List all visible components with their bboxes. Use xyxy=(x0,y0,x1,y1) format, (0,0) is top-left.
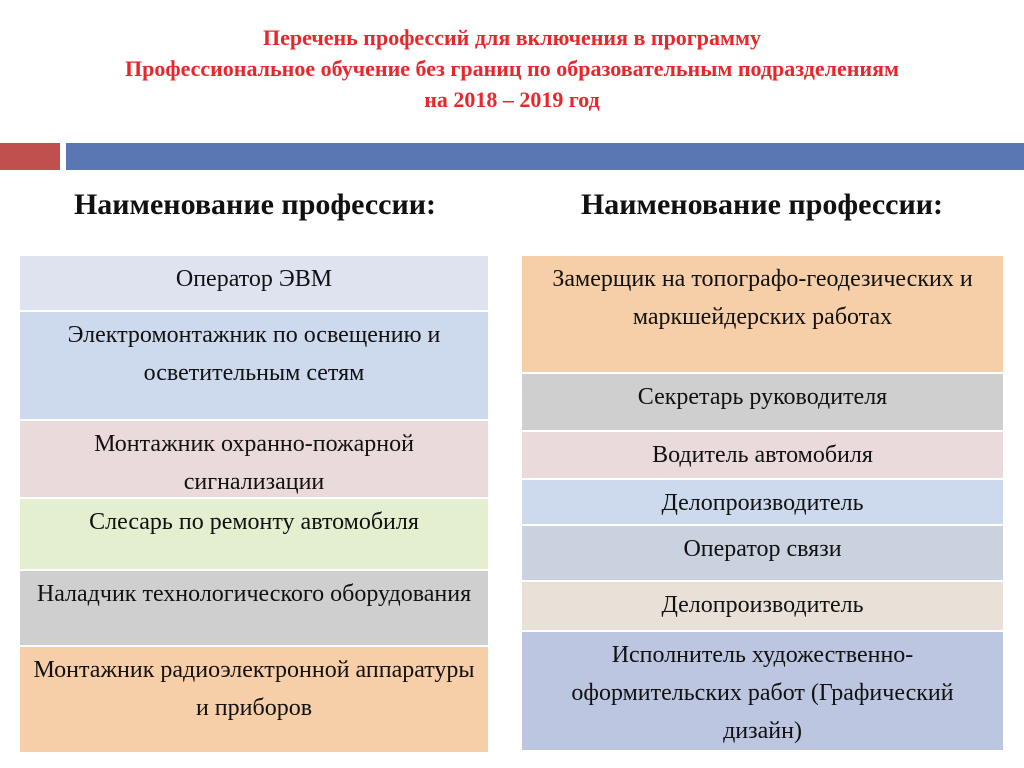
list-item: Секретарь руководителя xyxy=(522,374,1003,432)
accent-bar-red xyxy=(0,143,60,170)
accent-bar-blue xyxy=(66,143,1024,170)
list-item: Делопроизводитель xyxy=(522,582,1003,632)
list-item: Наладчик технологического оборудования xyxy=(20,571,488,647)
right-column-heading: Наименование профессии: xyxy=(580,188,944,221)
list-item: Монтажник охранно-пожарной сигнализации xyxy=(20,421,488,499)
list-item: Оператор ЭВМ xyxy=(20,256,488,312)
list-item: Слесарь по ремонту автомобиля xyxy=(20,499,488,571)
title-line-2: Профессиональное обучение без границ по образовательным подразделениям xyxy=(125,56,899,81)
list-item: Монтажник радиоэлектронной аппаратуры и приборов xyxy=(20,647,488,754)
right-profession-list xyxy=(522,256,1003,752)
left-column-heading: Наименование профессии: xyxy=(73,188,437,221)
left-profession-list xyxy=(20,256,488,754)
title-line-3: на 2018 – 2019 год xyxy=(424,87,600,112)
list-item: Исполнитель художественно-оформительских работ (Графический дизайн) xyxy=(522,632,1003,752)
title-line-1: Перечень профессий для включения в программу xyxy=(262,25,762,50)
slide-title xyxy=(0,22,1024,115)
list-item: Оператор связи xyxy=(522,526,1003,582)
list-item: Электромонтажник по освещению и осветительным сетям xyxy=(20,312,488,421)
list-item: Водитель автомобиля xyxy=(522,432,1003,480)
list-item: Делопроизводитель xyxy=(522,480,1003,526)
list-item: Замерщик на топографо-геодезических и маркшейдерских работах xyxy=(522,256,1003,374)
